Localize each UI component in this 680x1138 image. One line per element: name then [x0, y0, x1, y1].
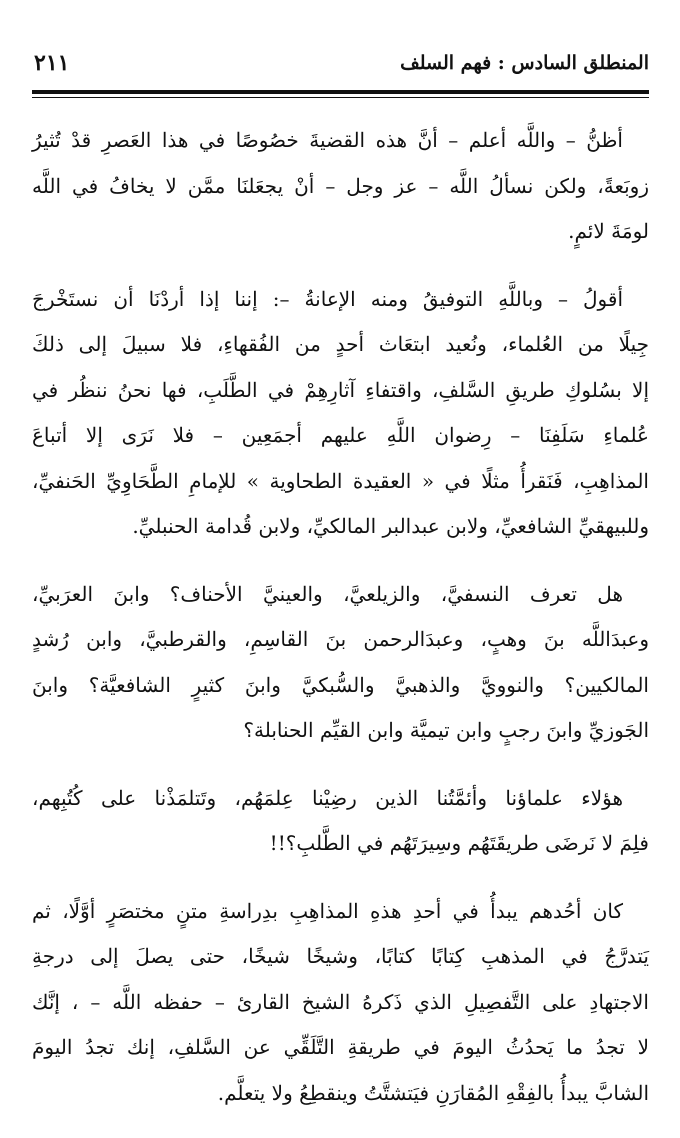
paragraph	[32, 776, 649, 867]
running-title: المنطلق السادس : فهم السلف	[400, 52, 649, 74]
paragraph	[32, 572, 649, 754]
text-line: وعبدَاللَّه بنَ وهبٍ، وعبدَالرحمن بنَ القاسِمِ، والقرطبيَّ، وابن رُشدٍ	[32, 627, 649, 651]
page-number: ٢١١	[34, 50, 70, 76]
text-line: المالكيين؟ والنوويَّ والذهبيَّ والسُّبكيَّ وابنَ كثيرٍ الشافعيَّة؟ وابنَ	[32, 672, 649, 697]
text-line: لومَةَ لائمٍ.	[568, 219, 649, 243]
page-header	[32, 52, 649, 86]
header-rule-thin	[32, 97, 649, 98]
text-line: كان أحُدهم يبدأُ في أحدِ هذهِ المذاهِبِ بدِراسةِ متنٍ مختصَرٍ أوَّلًا، ثم	[32, 898, 623, 923]
text-line: هل تعرف النسفيَّ، والزيلعيَّ، والعينيَّ الأحناف؟ وابنَ العرَبيِّ،	[32, 581, 623, 606]
text-line: الاجتهادِ على التَّفصِيلِ الذي ذَكرهُ الشيخ القارئ – حفظه اللَّه – ، إنَّك	[32, 989, 649, 1014]
text-line: يَتدرَّجُ في المذهبِ كِتابًا كتابًا، وشيخًا شيخًا، حتى يصلَ إلى درجةِ	[32, 944, 649, 968]
text-line: هؤلاء علماؤنا وأئمَّتُنا الذين رضِيْنا عِلمَهُم، وتَتلمَذْنا على كُتُبِهم،	[32, 785, 623, 810]
text-line: إلا بسُلوكِ طريقِ السَّلفِ، واقتفاءِ آثارِهِمْ في الطَّلَبِ، فها نحنُ ننظُر في	[32, 377, 649, 402]
text-line: لا تجدُ ما يَحدُثُ اليومَ في طريقةِ التَّلَقِّي عن السَّلفِ، إنك تجدُ اليومَ	[32, 1035, 649, 1059]
text-line: أقولُ – وباللَّهِ التوفيقُ ومنه الإعانةُ –: إننا إذا أردْنَا أن نستَخْرجَ	[32, 286, 623, 311]
text-line: الشابَّ يبدأُ بالفِقْهِ المُقارَنِ فيَتشتَّتُ وينقطِعُ ولا يتعلَّم.	[217, 1080, 649, 1105]
text-line: جِيلًا من العُلماء، ونُعيد ابتعَاث أحدٍ من الفُقهاءِ، فلا سبيلَ إلى ذلكَ	[32, 332, 649, 356]
paragraph	[32, 889, 649, 1117]
text-line: الجَوزيِّ وابنَ رجبٍ وابن تيميَّة وابن القيِّم الحنابلة؟	[243, 718, 649, 742]
paragraph	[32, 118, 649, 255]
body-text	[32, 118, 649, 1138]
text-line: فلِمَ لا نَرضَى طريقَتَهُم وسِيرَتَهُم في الطَّلبِ؟!!	[269, 831, 649, 855]
text-line: وللبيهقيِّ الشافعيِّ، ولابن عبدالبر المالكيِّ، ولابن قُدامة الحنبليِّ.	[132, 514, 649, 538]
text-line: عُلماءِ سَلَفِنَا – رِضوان اللَّهِ عليهم أجمَعِين – فلا نَرَى إلا أتباعَ	[32, 423, 649, 447]
header-rule-thick	[32, 90, 649, 94]
text-line: زوبَعةً، ولكن نسألُ اللَّه – عز وجل – أنْ يجعَلنَا ممَّن لا يخافُ في اللَّه	[32, 173, 649, 198]
text-line: أظنُّ – واللَّه أعلم – أنَّ هذه القضيةَ خصُوصًا في هذا العَصرِ قدْ تُثيرُ	[32, 128, 623, 152]
paragraph	[32, 277, 649, 550]
text-line: المذاهِبِ، فَنَقرأُ مثلًا في « العقيدة الطحاوية » للإمامِ الطَّحَاوِيِّ الحَنفيِّ،	[32, 468, 649, 493]
book-page	[32, 0, 649, 1105]
